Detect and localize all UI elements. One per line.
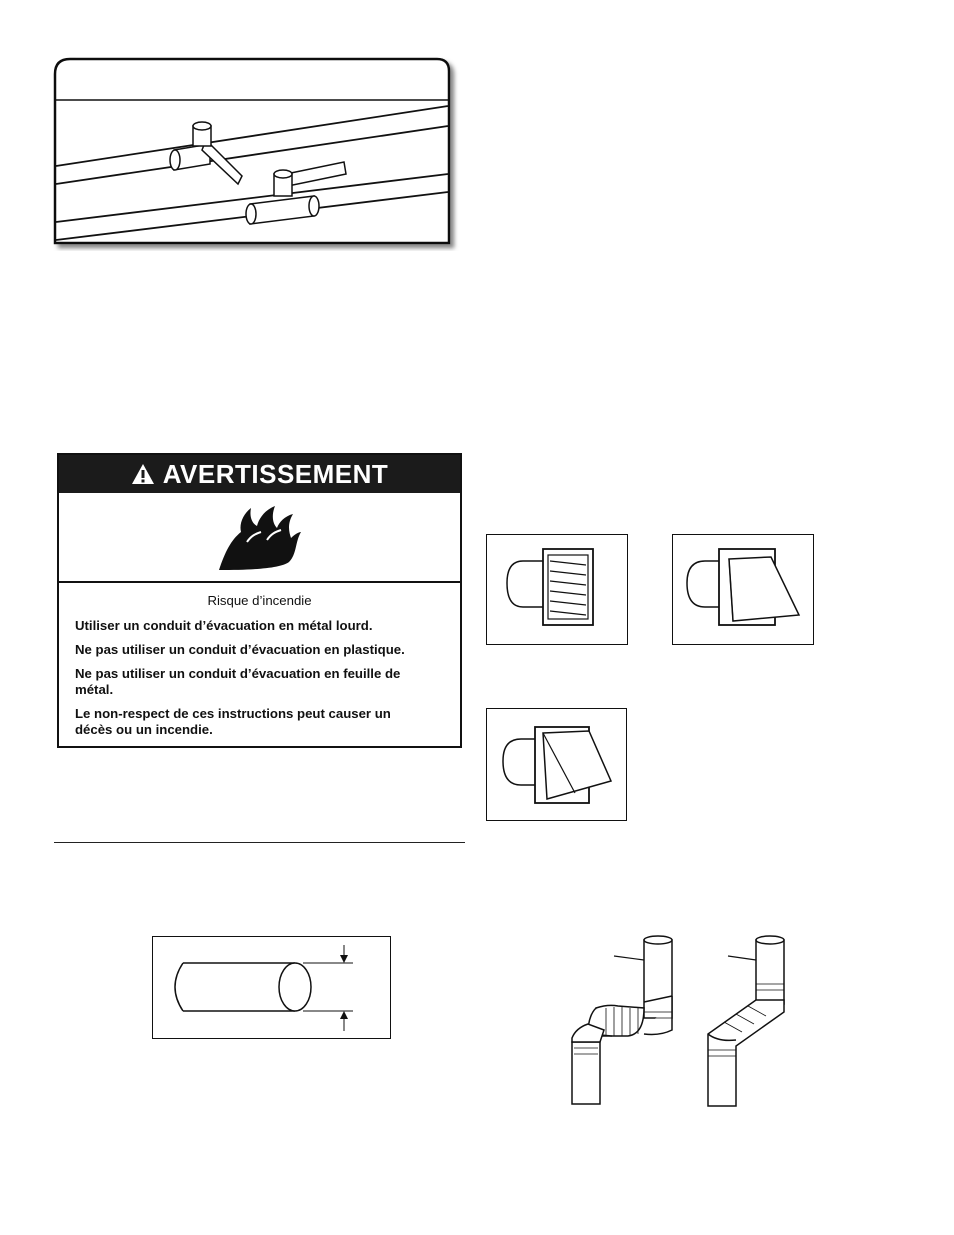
warning-line-4: Le non-respect de ces instructions peut causer un décès ou un incendie. <box>75 706 391 737</box>
warning-line-2: Ne pas utiliser un conduit d’évacuation en plastique. <box>75 642 405 657</box>
box-hood-icon <box>673 535 812 643</box>
duct-cylinder-drawing <box>153 937 389 1037</box>
elbow-duct-illustration <box>548 930 808 1110</box>
warning-line-3: Ne pas utiliser un conduit d’évacuation en feuille de métal. <box>75 666 401 697</box>
fire-warning-box <box>57 453 462 748</box>
gas-valve-illustration <box>52 56 462 251</box>
louvered-hood-icon <box>487 535 626 643</box>
gas-valve-drawing <box>52 56 462 251</box>
warning-line-1: Utiliser un conduit d’évacuation en métal lourd. <box>75 618 373 633</box>
warning-header-label: AVERTISSEMENT <box>162 458 389 489</box>
warning-triangle-icon <box>131 463 155 485</box>
elbow-duct-drawing <box>548 930 808 1110</box>
box-vent-hood-figure <box>672 534 814 645</box>
fire-icon-panel <box>59 493 460 583</box>
warning-title: Risque d’incendie <box>207 593 312 608</box>
duct-diameter-figure <box>152 936 391 1039</box>
louvered-vent-hood-figure <box>486 534 628 645</box>
angled-vent-hood-figure <box>486 708 627 821</box>
section-divider <box>54 842 465 843</box>
warning-header <box>59 455 460 493</box>
angled-hood-icon <box>487 709 625 819</box>
fire-icon <box>217 502 303 572</box>
